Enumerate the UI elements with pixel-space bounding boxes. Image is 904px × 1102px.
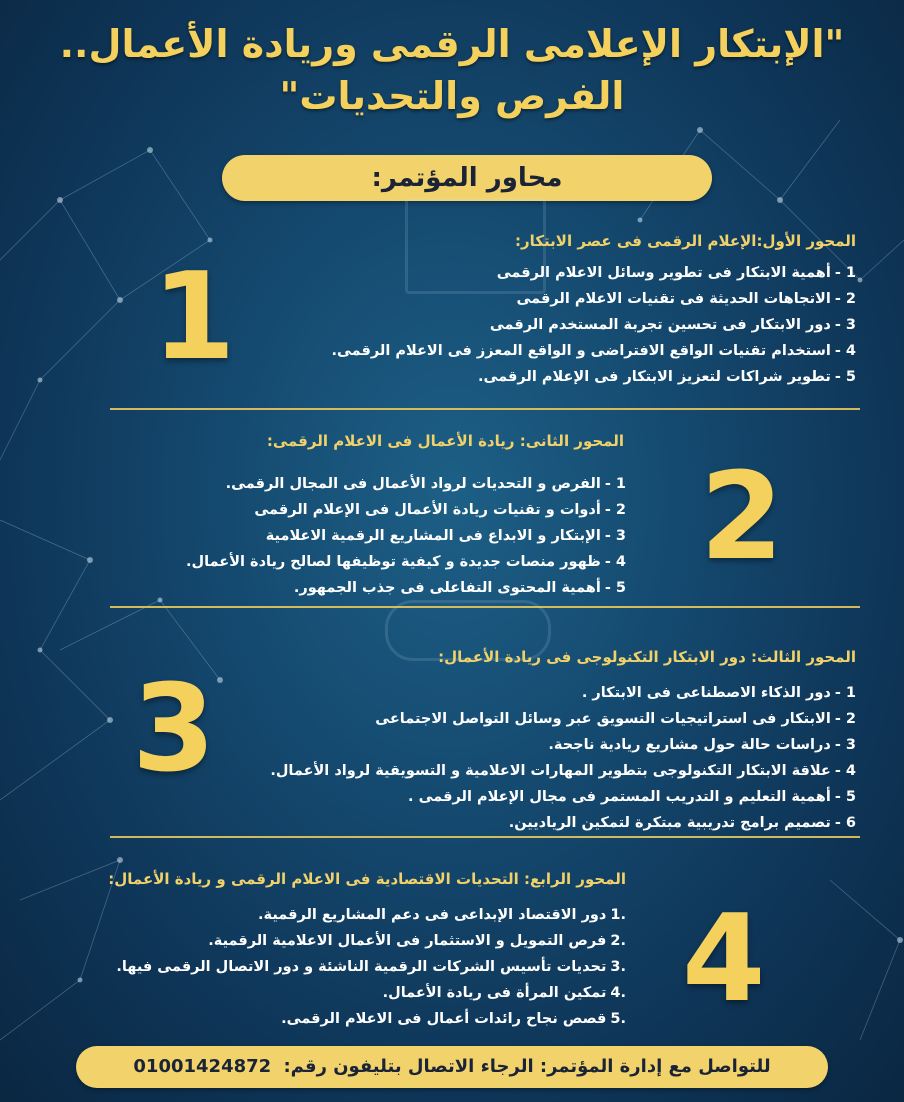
axis-4-number: 4 bbox=[682, 890, 766, 1029]
list-item: 5 -أهمية التعليم و التدريب المستمر فى مجال الإعلام الرقمى . bbox=[408, 789, 856, 805]
list-item: 2 -أدوات و تقنيات ريادة الأعمال فى الإعلام الرقمى bbox=[254, 502, 626, 518]
list-item: 5 -أهمية المحتوى التفاعلى فى جذب الجمهور. bbox=[293, 580, 626, 596]
section-header-text: محاور المؤتمر: bbox=[371, 163, 563, 193]
list-item: .4تمكين المرأة فى ريادة الأعمال. bbox=[382, 985, 626, 1001]
list-item: 1 -دور الذكاء الاصطناعى فى الابتكار . bbox=[581, 685, 856, 701]
list-item: 5 -تطوير شراكات لتعزيز الابتكار فى الإعلام الرقمى. bbox=[478, 369, 856, 385]
divider-1 bbox=[110, 408, 860, 410]
list-item: .2فرص التمويل و الاستثمار فى الأعمال الاعلامية الرقمية. bbox=[208, 933, 626, 949]
list-item: .3تحديات تأسيس الشركات الرقمية الناشئة و دور الاتصال الرقمى فيها. bbox=[116, 959, 626, 975]
footer-contact-pill bbox=[76, 1046, 828, 1088]
list-item: 2 -الاتجاهات الحديثة فى تقنيات الاعلام الرقمى bbox=[516, 291, 856, 307]
footer-phone[interactable]: 01001424872 bbox=[133, 1056, 272, 1077]
axis-4-list bbox=[116, 902, 626, 1032]
list-item: 1 -أهمية الابتكار فى تطوير وسائل الاعلام الرقمى bbox=[496, 265, 856, 281]
axis-3-number: 3 bbox=[132, 660, 216, 799]
title-line-1: "الإبتكار الإعلامى الرقمى وريادة الأعمال.. bbox=[59, 22, 845, 66]
list-item: 1 -الفرص و التحديات لرواد الأعمال فى المجال الرقمى. bbox=[225, 476, 626, 492]
list-item: 4 -ظهور منصات جديدة و كيفية توظيفها لصالح ريادة الأعمال. bbox=[186, 554, 626, 570]
section-header-pill bbox=[222, 155, 712, 201]
list-item: 4 -استخدام تقنيات الواقع الافتراضى و الواقع المعزز فى الاعلام الرقمى. bbox=[331, 343, 856, 359]
axis-3-list bbox=[270, 680, 856, 836]
list-item: 6 -تصميم برامج تدريبية مبتكرة لتمكين الرياديين. bbox=[508, 815, 856, 831]
title-line-2: الفرص والتحديات" bbox=[279, 74, 625, 118]
list-item: .1دور الاقتصاد الإبداعى فى دعم المشاريع الرقمية. bbox=[258, 907, 626, 923]
footer-contact-text: للتواصل مع إدارة المؤتمر: الرجاء الاتصال بتليفون رقم: bbox=[283, 1056, 771, 1077]
axis-3-title: المحور الثالث: دور الابتكار التكنولوجى فى ريادة الأعمال: bbox=[438, 648, 856, 666]
list-item: 4 -علاقة الابتكار التكنولوجى بتطوير المهارات الاعلامية و التسويقية لرواد الأعمال. bbox=[270, 763, 856, 779]
list-item: 3 -دور الابتكار فى تحسين تجربة المستخدم الرقمى bbox=[489, 317, 856, 333]
list-item: 2 -الابتكار فى استراتيجيات التسويق عبر وسائل التواصل الاجتماعى bbox=[375, 711, 856, 727]
axis-2-number: 2 bbox=[700, 448, 784, 587]
divider-2 bbox=[110, 606, 860, 608]
axis-2-title: المحور الثانى: ريادة الأعمال فى الاعلام الرقمى: bbox=[266, 432, 624, 450]
axis-2-list bbox=[186, 471, 626, 601]
axis-4-title: المحور الرابع: التحديات الاقتصادية فى الاعلام الرقمى و ريادة الأعمال: bbox=[108, 870, 626, 888]
list-item: 3 -دراسات حالة حول مشاريع ريادية ناجحة. bbox=[548, 737, 856, 753]
axis-1-number: 1 bbox=[152, 248, 236, 387]
axis-1-list bbox=[331, 260, 856, 390]
divider-3 bbox=[110, 836, 860, 838]
list-item: 3 -الإبتكار و الابداع فى المشاريع الرقمية الاعلامية bbox=[265, 528, 626, 544]
axis-1-title: المحور الأول:الإعلام الرقمى فى عصر الابتكار: bbox=[515, 232, 856, 250]
list-item: .5قصص نجاح رائدات أعمال فى الاعلام الرقمى. bbox=[281, 1011, 626, 1027]
